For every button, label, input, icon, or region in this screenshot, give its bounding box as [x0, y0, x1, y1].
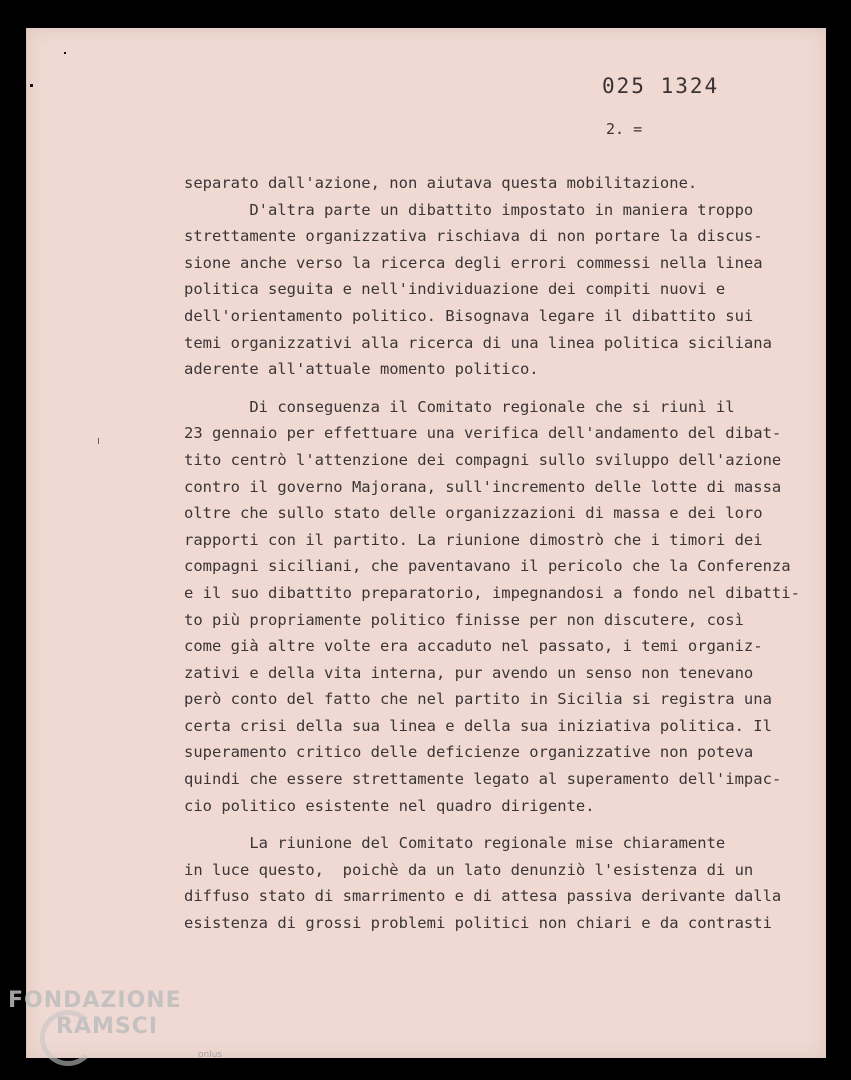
text-line: contro il governo Majorana, sull'incremento delle lotte di massa	[184, 477, 782, 496]
text-line: politica seguita e nell'individuazione dei compiti nuovi e	[184, 280, 726, 299]
scan-speck	[64, 52, 66, 54]
typewritten-body	[184, 170, 824, 937]
text-line: separato dall'azione, non aiutava questa mobilitazione.	[184, 174, 698, 192]
text-line: tito centrò l'attenzione dei compagni sullo sviluppo dell'azione	[184, 450, 782, 469]
text-line: compagni siciliani, che paventavano il pericolo che la Conferenza	[184, 557, 791, 576]
text-line: e il suo dibattito preparatorio, impegnandosi a fondo nel dibatti-	[184, 583, 800, 602]
text-line: oltre che sullo stato delle organizzazioni di massa e dei loro	[184, 504, 763, 523]
paragraph-2	[184, 394, 824, 820]
document-page	[26, 28, 826, 1058]
scan-speck	[98, 438, 99, 444]
fondazione-gramsci-watermark	[8, 988, 223, 1060]
paragraph-gap	[184, 383, 824, 394]
text-line: però conto del fatto che nel partito in Sicilia si registra una	[184, 690, 772, 709]
page-number: 2. =	[606, 120, 643, 138]
text-line: superamento critico delle deficienze organizzative non poteva	[184, 743, 754, 762]
paragraph-gap	[184, 819, 824, 830]
scan-speck	[30, 84, 33, 87]
text-line: zativi e della vita interna, pur avendo un senso non tenevano	[184, 663, 754, 682]
watermark-line-1: FONDAZIONE	[8, 988, 182, 1013]
text-line: quindi che essere strettamente legato al superamento dell'impac-	[184, 770, 782, 789]
text-line: cio politico esistente nel quadro dirigente.	[184, 796, 595, 815]
text-line: to più propriamente politico finisse per non discutere, così	[184, 610, 744, 629]
paragraph-3	[184, 830, 824, 936]
text-line: dell'orientamento politico. Bisognava legare il dibattito sui	[184, 306, 754, 325]
watermark-suffix: onlus	[198, 1050, 223, 1060]
text-line: temi organizzativi alla ricerca di una linea politica siciliana	[184, 333, 772, 352]
text-line: certa crisi della sua linea e della sua iniziativa politica. Il	[184, 716, 772, 735]
text-line: come già altre volte era accaduto nel passato, i temi organiz-	[184, 637, 763, 656]
text-line: in luce questo, poichè da un lato denunziò l'esistenza di un	[184, 860, 754, 879]
text-line: Di conseguenza il Comitato regionale che si riunì il	[184, 397, 735, 416]
text-line: rapporti con il partito. La riunione dimostrò che i timori dei	[184, 530, 763, 549]
archive-number: 025 1324	[602, 74, 720, 98]
paragraph-1	[184, 170, 824, 383]
text-line: D'altra parte un dibattito impostato in maniera troppo	[184, 200, 754, 219]
text-line: esistenza di grossi problemi politici non chiari e da contrasti	[184, 914, 772, 933]
text-line: La riunione del Comitato regionale mise chiaramente	[184, 834, 726, 853]
text-line: sione anche verso la ricerca degli errori commessi nella linea	[184, 253, 763, 272]
text-line: aderente all'attuale momento politico.	[184, 360, 539, 379]
text-line: strettamente organizzativa rischiava di non portare la discus-	[184, 227, 763, 246]
text-line: 23 gennaio per effettuare una verifica dell'andamento del dibat-	[184, 424, 782, 443]
text-line: diffuso stato di smarrimento e di attesa passiva derivante dalla	[184, 887, 782, 906]
watermark-line-2: RAMSCI	[56, 1014, 159, 1039]
watermark-g-logo-icon	[40, 1010, 96, 1066]
